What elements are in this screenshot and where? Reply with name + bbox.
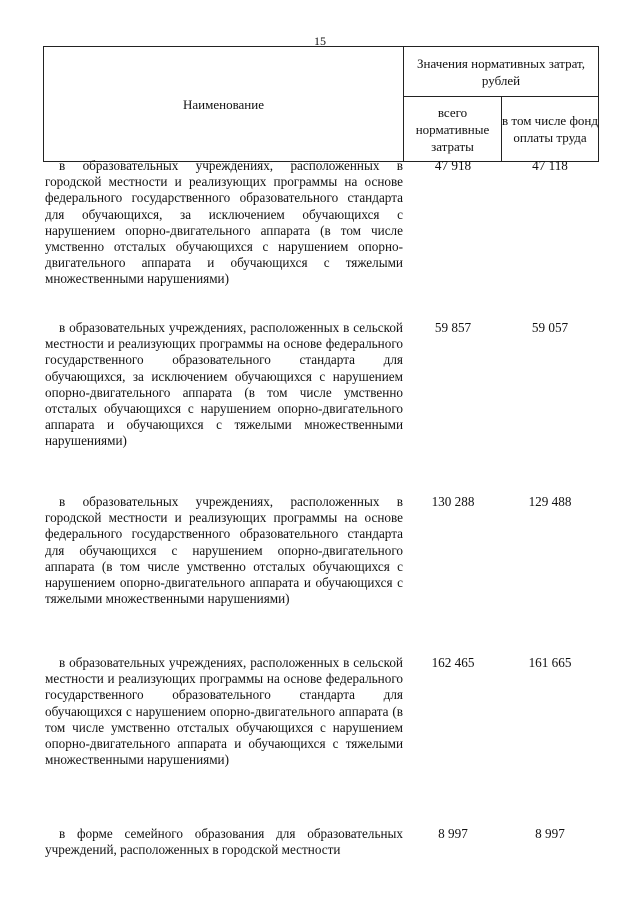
row-description — [45, 826, 403, 858]
row-fund-value: 47 118 — [532, 158, 568, 173]
row-fund-value: 8 997 — [535, 826, 565, 841]
column-group-header-costs: Значения нормативных затрат, рублей — [404, 47, 599, 97]
row-fund-value: 59 057 — [531, 320, 569, 335]
page-number: 15 — [314, 34, 326, 48]
row-description-text: в образовательных учреждениях, расположенных в городской местности и реализующих программы на основе федерального государственного образовательного стандарта для обучающихся, за исключением обучающихся с нарушением опорно-двигательного аппарата (в том числе умственно отсталых обучающихся с нарушением опорно-двигательного аппарата и обучающихся с тяжелыми множественными нарушениями) — [45, 158, 403, 287]
row-total-value: 59 857 — [434, 320, 472, 335]
column-header-total: всего нормативные затраты — [404, 97, 502, 162]
column-header-name: Наименование — [44, 47, 404, 162]
row-total-value: 162 465 — [431, 655, 475, 670]
row-description-text: в образовательных учреждениях, расположенных в городской местности и реализующих программы на основе федерального государственного образовательного стандарта для обучающихся с нарушением опорно-двигательного аппарата (в том числе умственно отсталых обучающихся с нарушением опорно-двигательного аппарата и обучающихся с тяжелыми множественными нарушениями) — [45, 494, 403, 607]
row-fund-value: 161 665 — [528, 655, 572, 670]
table-header — [43, 46, 599, 162]
row-description — [45, 494, 403, 607]
row-description-text: в форме семейного образования для образовательных учреждений, расположенных в городской местности — [45, 826, 403, 858]
row-description-text: в образовательных учреждениях, расположенных в сельской местности и реализующих программы на основе федерального государственного образовательного стандарта для обучающихся, за исключением обучающихся с нарушением опорно-двигательного аппарата (в том числе умственно отсталых обучающихся с нарушением опорно-двигательного аппарата и обучающихся с тяжелыми множественными нарушениями) — [45, 320, 403, 449]
row-total-value: 8 997 — [438, 826, 468, 841]
row-description — [45, 655, 403, 768]
row-total-value: 47 918 — [434, 158, 472, 173]
row-description — [45, 320, 403, 450]
column-header-fund: в том числе фонд оплаты труда — [502, 97, 599, 162]
row-fund-value: 129 488 — [528, 494, 572, 509]
row-description — [45, 158, 403, 288]
row-description-text: в образовательных учреждениях, расположенных в сельской местности и реализующих программы на основе федерального государственного образовательного стандарта для обучающихся с нарушением опорно-двигательного аппарата (в том числе умственно отсталых обучающихся с нарушением опорно-двигательного аппарата и обучающихся с тяжелыми множественными нарушениями) — [45, 655, 403, 768]
row-total-value: 130 288 — [431, 494, 475, 509]
